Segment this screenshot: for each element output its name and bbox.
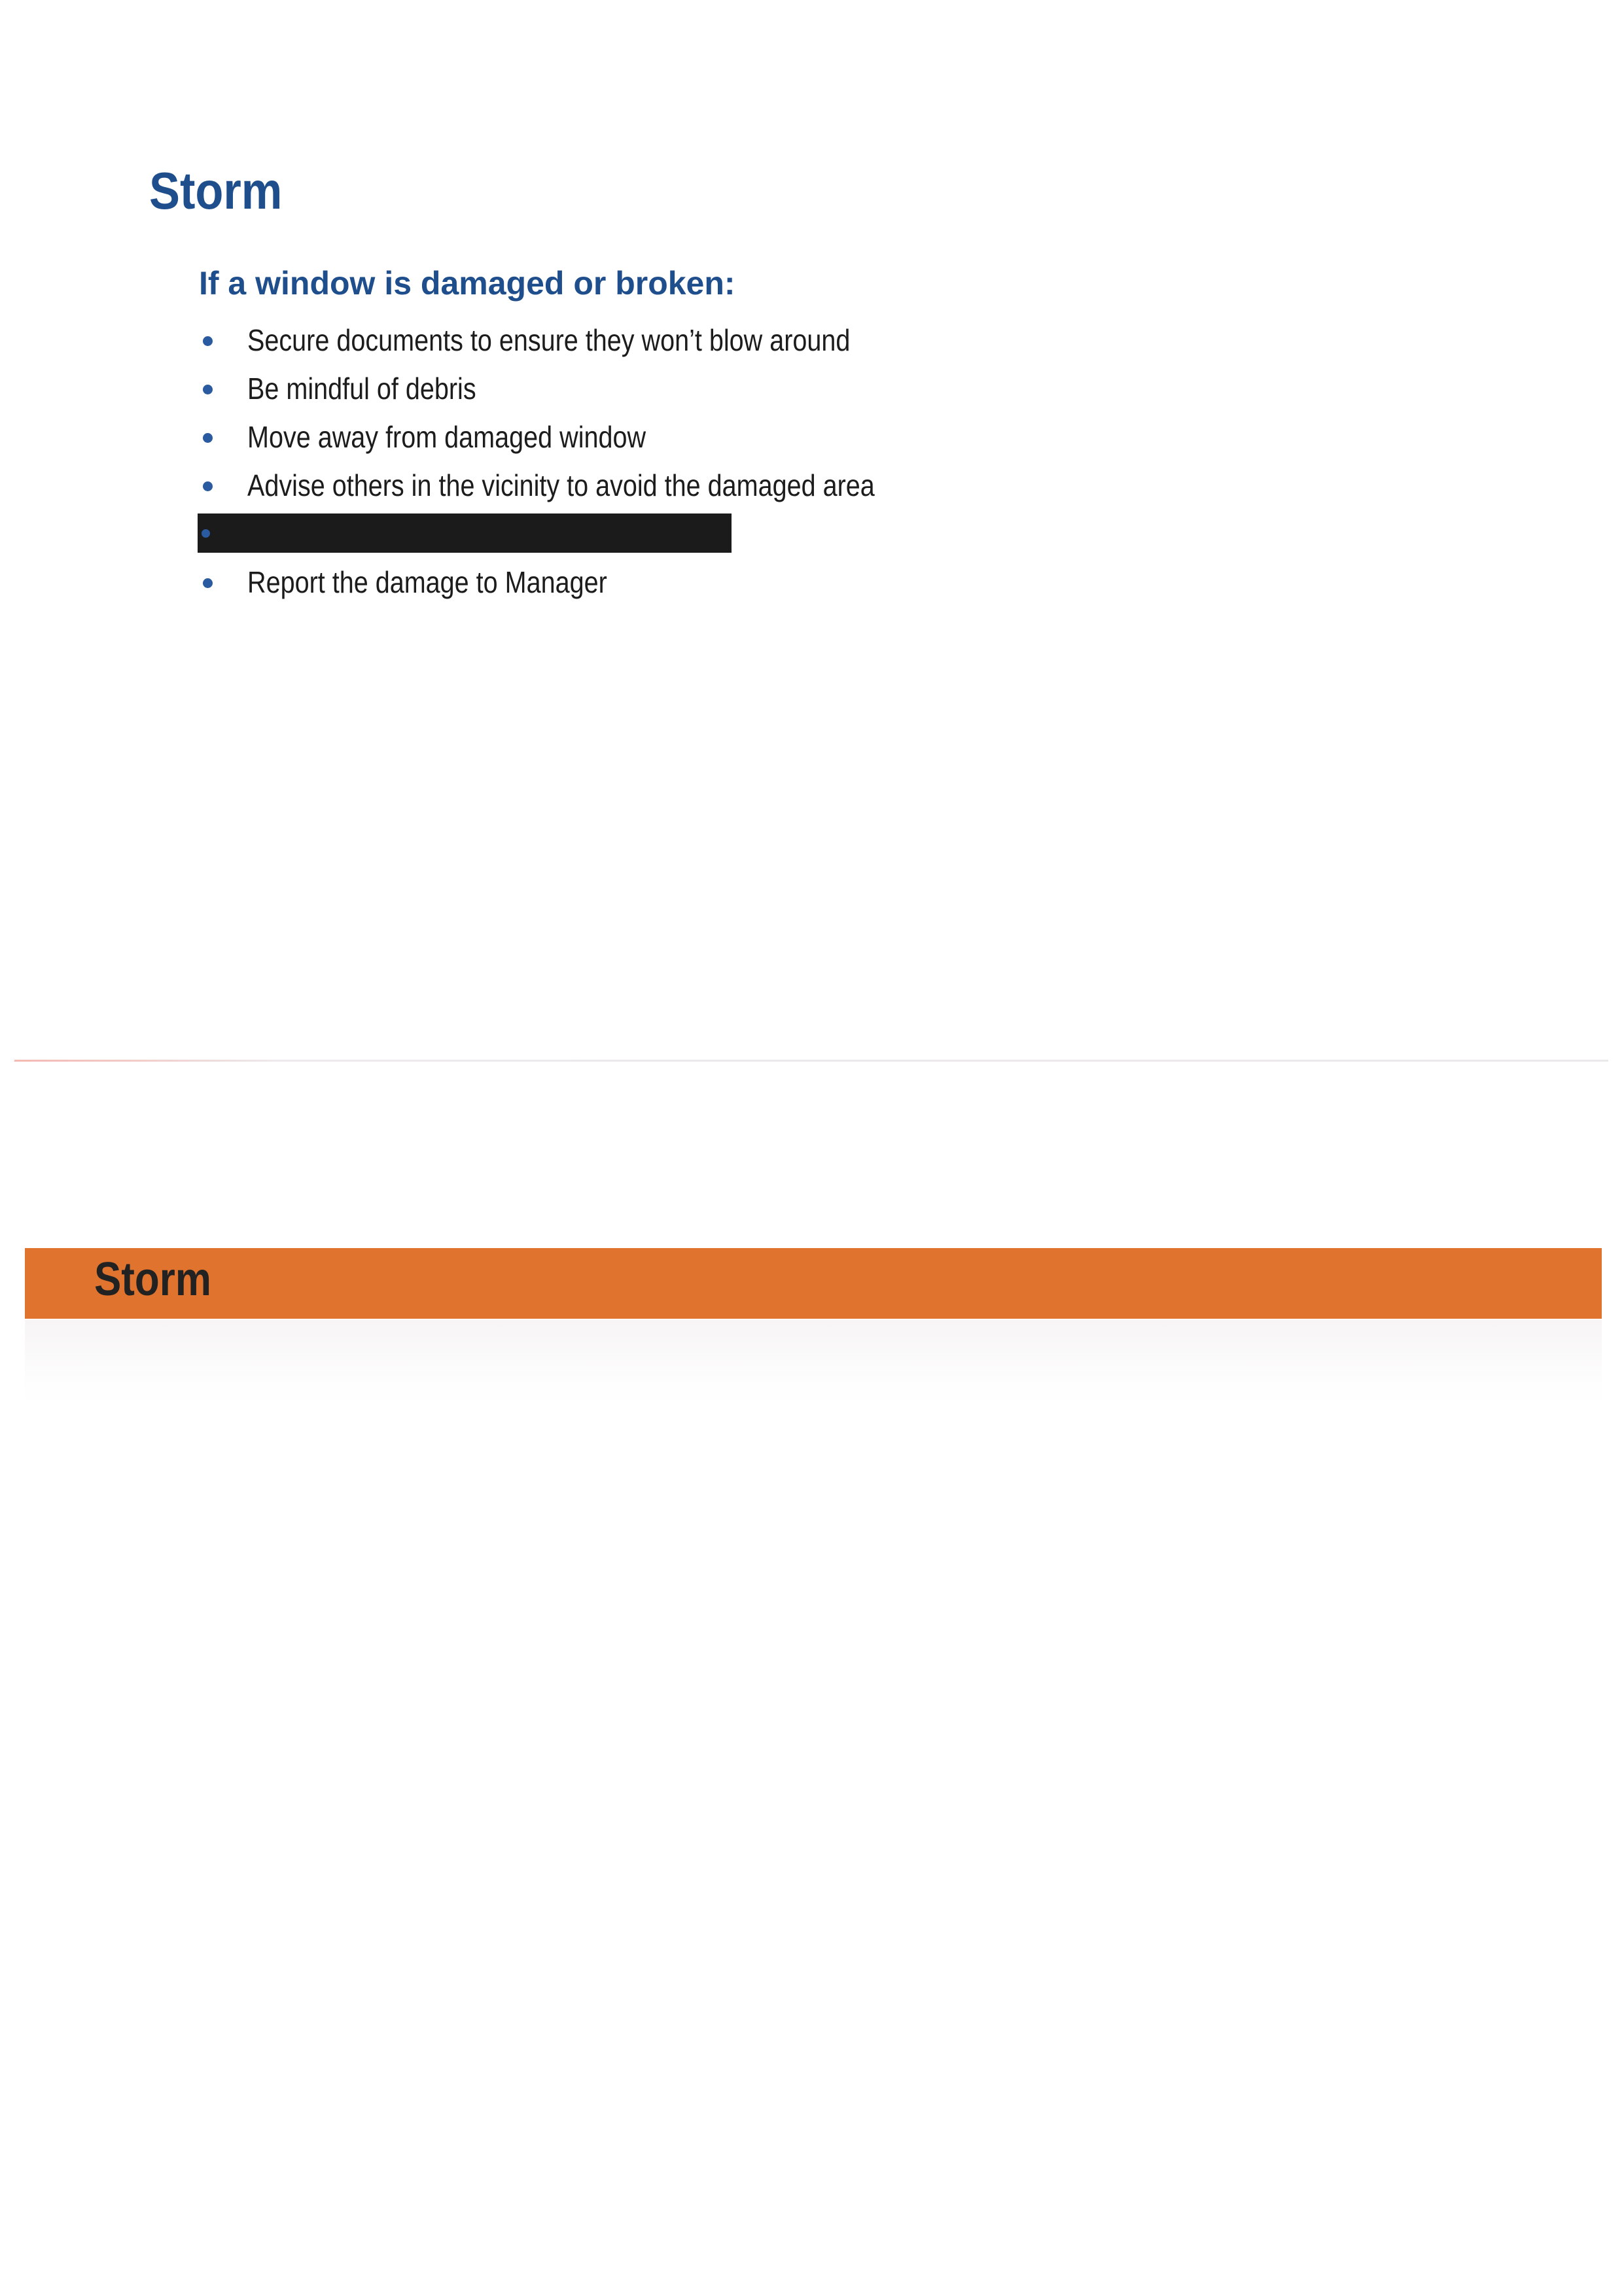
list-item-text: Be mindful of debris xyxy=(247,372,476,406)
bullet-icon xyxy=(203,578,213,588)
bullet-icon xyxy=(202,529,210,538)
page-title: Storm xyxy=(149,162,283,220)
list-item-text: Advise others in the vicinity to avoid the damaged area xyxy=(247,468,875,502)
page-divider xyxy=(14,1060,1608,1062)
list-item-text: Secure documents to ensure they won’t blow around xyxy=(247,323,851,357)
bullet-icon xyxy=(203,481,213,491)
section-heading: If a window is damaged or broken: xyxy=(199,265,735,302)
bullet-icon xyxy=(203,433,213,443)
section-banner xyxy=(25,1248,1602,1319)
list-item-text: Move away from damaged window xyxy=(247,420,646,454)
list-item-text: Report the damage to Manager xyxy=(247,565,607,599)
bullet-icon xyxy=(203,385,213,394)
banner-title: Storm xyxy=(94,1253,211,1306)
bullet-icon xyxy=(203,336,213,346)
redaction-bar xyxy=(198,513,732,553)
banner-shadow xyxy=(25,1320,1602,1405)
